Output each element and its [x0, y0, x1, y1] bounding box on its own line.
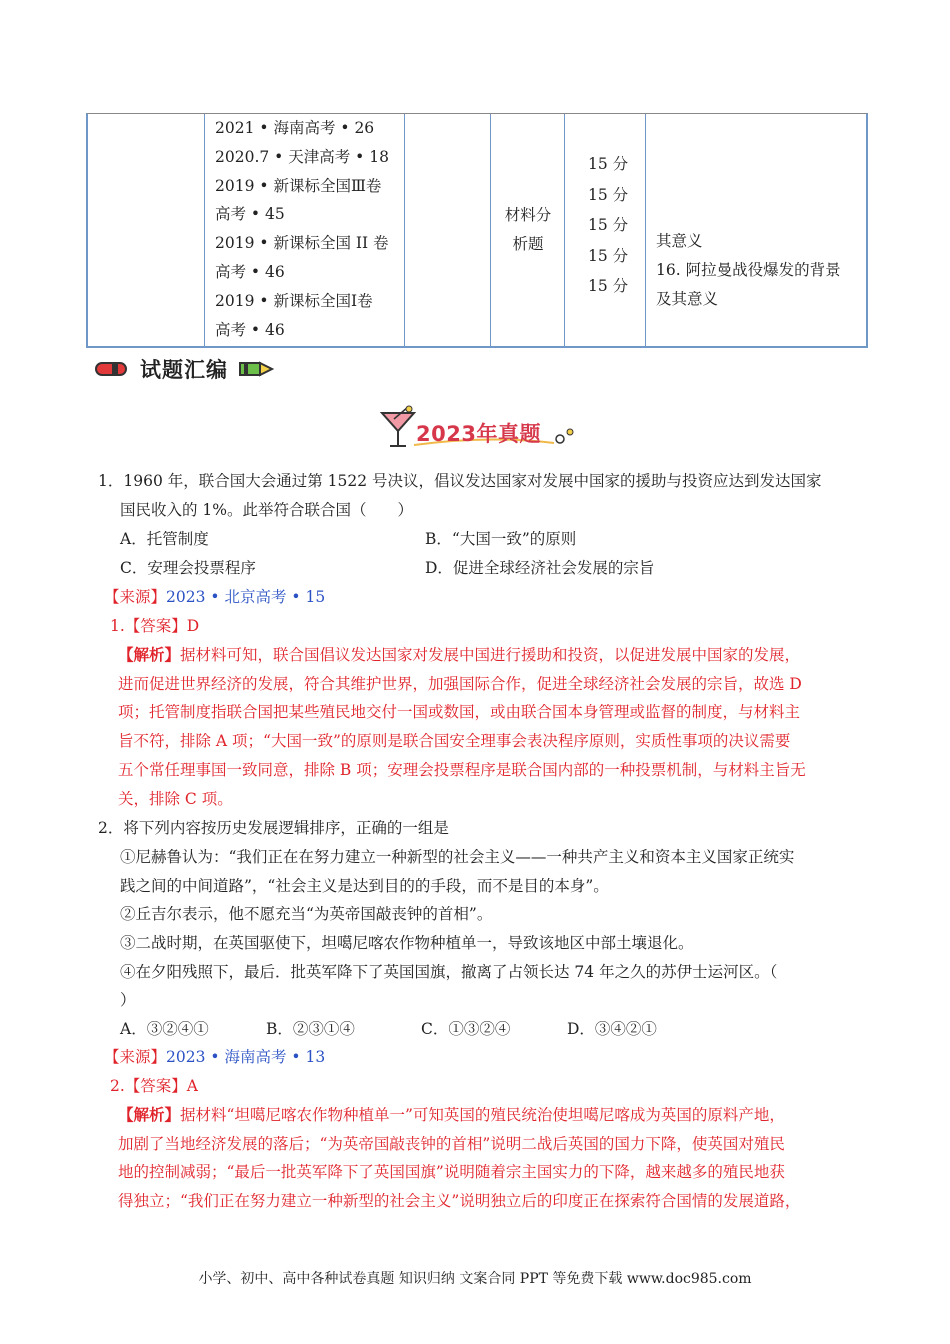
q2-option-a: A．③②④①: [120, 1020, 209, 1038]
q2-source: [104, 1047, 325, 1067]
source-text: 2023 • 海南高考 • 13: [166, 1048, 326, 1066]
table-question-type: [490, 201, 566, 258]
table-source-line: 2019 • 新课标全国 II 卷: [215, 234, 389, 253]
q1-stem: 国民收入的 1%。此举符合联合国（ ）: [120, 501, 414, 519]
q1-option-b: B．“大国一致”的原则: [425, 530, 577, 548]
question-type-line: 材料分: [504, 206, 552, 224]
score-value: 15 分: [588, 277, 629, 296]
q1-analysis-line: 关，排除 C 项。: [118, 790, 233, 808]
q2-item-2: ②丘吉尔表示，他不愿充当“为英帝国敲丧钟的首相”。: [120, 905, 493, 923]
source-text: 2023 • 北京高考 • 15: [166, 588, 326, 606]
score-value: 15 分: [588, 246, 629, 265]
q2-option-d: D．③④②①: [567, 1020, 657, 1038]
q2-analysis-line: 加剧了当地经济发展的落后；“为英帝国敲丧钟的首相”说明二战后英国的国力下降，使英国对殖民: [118, 1135, 785, 1153]
score-value: 15 分: [588, 216, 629, 235]
year-title-block: [378, 405, 578, 451]
table-divider: [645, 114, 646, 346]
score-value: 15 分: [588, 155, 629, 173]
table-source-line: 2021 • 海南高考 • 26: [215, 119, 375, 137]
q2-item-3: ③二战时期，在英国驱使下，坦噶尼喀农作物种植单一，导致该地区中部土壤退化。: [120, 934, 694, 952]
table-source-line: 高考 • 45: [215, 205, 285, 224]
q1-analysis-line: 五个常任理事国一致同意，排除 B 项；安理会投票程序是联合国内部的一种投票机制，与材料主旨无: [118, 761, 806, 779]
analysis-label: 【解析】: [118, 1105, 181, 1124]
q2-option-c: C．①③②④: [421, 1020, 511, 1038]
content-line: 16. 阿拉曼战役爆发的背景: [656, 261, 841, 279]
table-source-line: 2019 • 新课标全国Ⅰ卷: [215, 291, 373, 310]
q1-analysis-line: 旨不符，排除 A 项；“大国一致”的原则是联合国安全理事会表决程序原则，实质性事项的决议需要: [118, 732, 791, 750]
q2-item-4: ④在夕阳残照下，最后．批英军降下了英国国旗，撤离了占领长达 74 年之久的苏伊士运河区。（: [120, 963, 778, 981]
q1-analysis-line: 项；托管制度指联合国把某些殖民地交付一国或数国，或由联合国本身管理或监督的制度，与材料主: [118, 703, 801, 721]
pencil-left-icon: [94, 360, 130, 378]
analysis-text: 据材料“坦噶尼喀农作物种植单一”可知英国的殖民统治使坦噶尼喀成为英国的原料产地，: [180, 1106, 785, 1124]
section-title: 试题汇编: [140, 358, 228, 382]
q2-stem: 2．将下列内容按历史发展逻辑排序，正确的一组是: [98, 819, 449, 837]
table-source-line: 高考 • 46: [215, 262, 285, 281]
q1-option-a: A．托管制度: [120, 530, 209, 548]
content-line: 及其意义: [656, 290, 719, 308]
q2-analysis-line: 地的控制减弱；“最后一批英军降下了英国国旗”说明随着宗主国实力的下降，越来越多的殖民地获: [118, 1163, 785, 1181]
table-content: [656, 227, 841, 314]
table-divider: [204, 114, 205, 346]
source-label: 【来源】: [104, 588, 167, 606]
page-footer: 小学、初中、高中各种试卷真题 知识归纳 文案合同 PPT 等免费下载 www.doc985.com: [198, 1271, 752, 1287]
q1-answer: 1.【答案】D: [110, 617, 200, 635]
analysis-label: 【解析】: [118, 645, 181, 664]
q2-item-1: ①尼赫鲁认为：“我们正在在努力建立一种新型的社会主义——一种共产主义和资本主义国家正统实: [120, 848, 795, 866]
table-scores: [588, 149, 628, 302]
q1-analysis: [118, 645, 800, 665]
source-label: 【来源】: [104, 1048, 167, 1066]
table-source-line: 2020.7 • 天津高考 • 18: [215, 147, 389, 166]
score-value: 15 分: [588, 185, 629, 204]
q1-stem: 1．1960 年，联合国大会通过第 1522 号决议，倡议发达国家对发展中国家的援助与投资应达到发达国家: [98, 472, 822, 490]
question-type-line: 析题: [512, 234, 544, 253]
q2-option-b: B．②③①④: [266, 1020, 355, 1038]
q2-item-4: ）: [120, 991, 136, 1009]
section-banner: [94, 355, 274, 383]
q1-option-c: C．安理会投票程序: [120, 559, 256, 577]
table-source-list: [215, 114, 405, 344]
q1-analysis-line: 进而促进世界经济的发展，符合其维护世界，加强国际合作，促进全球经济社会发展的宗旨，故选 D: [118, 675, 802, 693]
q1-source: [104, 587, 325, 607]
table-source-line: 2019 • 新课标全国Ⅲ卷: [215, 176, 382, 195]
q1-option-d: D．促进全球经济社会发展的宗旨: [425, 559, 655, 577]
q2-analysis: [118, 1105, 785, 1125]
table-source-line: 高考 • 46: [215, 320, 285, 339]
year-title: 2023年真题: [416, 422, 541, 446]
analysis-text: 据材料可知，联合国倡议发达国家对发展中国进行援助和投资，以促进发展中国家的发展，: [180, 646, 801, 664]
content-line: 其意义: [656, 232, 703, 250]
q2-answer: 2.【答案】A: [110, 1077, 198, 1095]
q2-item-1: 践之间的中间道路”，“社会主义是达到目的的手段，而不是目的本身”。: [120, 877, 609, 895]
pencil-right-icon: [238, 360, 274, 378]
q2-analysis-line: 得独立；“我们正在努力建立一种新型的社会主义”说明独立后的印度正在探索符合国情的发展道路，: [118, 1192, 801, 1210]
exam-source-table: [86, 113, 868, 348]
